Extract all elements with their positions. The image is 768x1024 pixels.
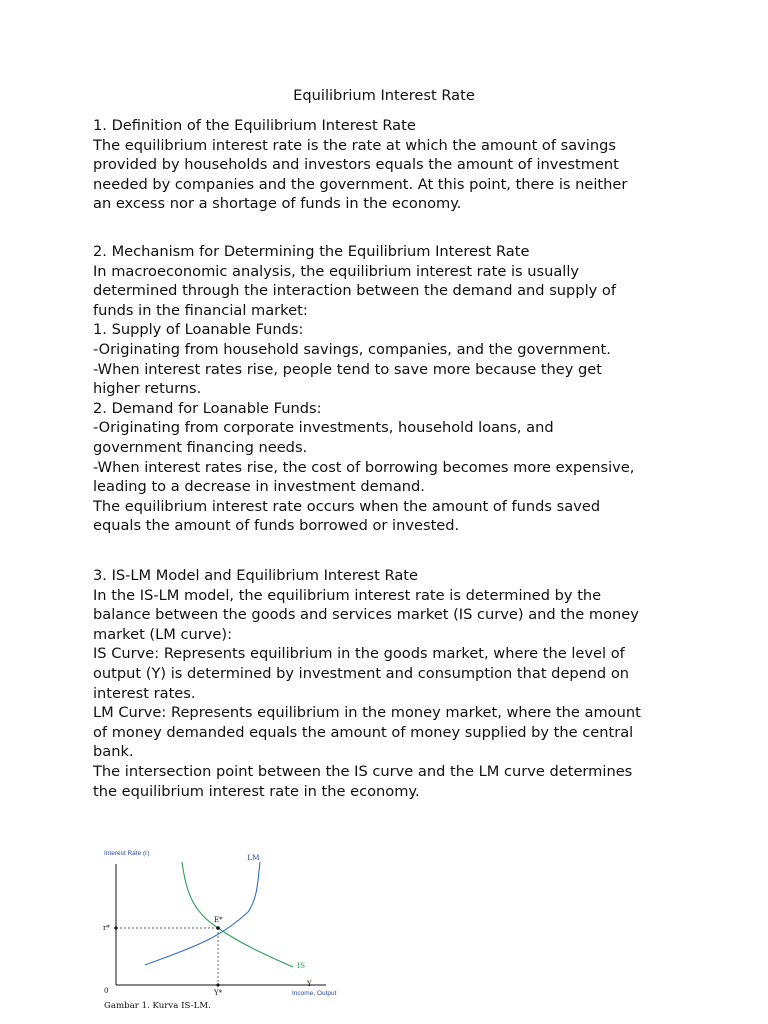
x-axis-label: Income, Output bbox=[292, 990, 337, 997]
lm-curve bbox=[145, 862, 260, 965]
y-axis-label: Interest Rate (r) bbox=[104, 850, 150, 857]
list-item: -When interest rates rise, the cost of borrowing becomes more expensive, bbox=[93, 458, 635, 476]
paragraph-line: The intersection point between the IS curve and the LM curve determines bbox=[93, 762, 633, 780]
list-heading: 1. Supply of Loanable Funds: bbox=[93, 321, 304, 339]
paragraph-line: In the IS-LM model, the equilibrium interest rate is determined by the bbox=[93, 586, 602, 604]
paragraph-line: determined through the interaction between the demand and supply of bbox=[93, 282, 616, 300]
paragraph-line: balance between the goods and services market (IS curve) and the money bbox=[93, 606, 639, 624]
y-star-label: Y* bbox=[214, 989, 223, 997]
section-definition bbox=[93, 116, 693, 214]
section-heading: 1. Definition of the Equilibrium Interest Rate bbox=[93, 117, 416, 134]
list-item: higher returns. bbox=[93, 380, 202, 398]
paragraph-line: In macroeconomic analysis, the equilibrium interest rate is usually bbox=[93, 262, 580, 280]
paragraph-line: bank. bbox=[93, 743, 134, 761]
list-item: -Originating from corporate investments, household loans, and bbox=[93, 419, 554, 437]
paragraph-line: needed by companies and the government. At this point, there is neither bbox=[93, 175, 628, 193]
paragraph-line: an excess nor a shortage of funds in the economy. bbox=[93, 195, 462, 213]
origin-label: 0 bbox=[104, 987, 109, 995]
figure-caption: Gambar 1. Kurva IS-LM. bbox=[104, 1001, 211, 1011]
is-curve bbox=[182, 862, 293, 967]
section-is-lm bbox=[93, 566, 693, 801]
paragraph-line: The equilibrium interest rate occurs when the amount of funds saved bbox=[93, 497, 601, 515]
list-item: leading to a decrease in investment demand. bbox=[93, 478, 425, 496]
lm-label: LM bbox=[247, 853, 260, 862]
section-heading: 3. IS-LM Model and Equilibrium Interest Rate bbox=[93, 567, 418, 584]
paragraph-line: output (Y) is determined by investment and consumption that depend on bbox=[93, 664, 629, 682]
section-heading: 2. Mechanism for Determining the Equilibrium Interest Rate bbox=[93, 243, 530, 260]
equilibrium-point bbox=[216, 926, 220, 930]
r-star-tick bbox=[114, 926, 117, 929]
list-item: -Originating from household savings, companies, and the government. bbox=[93, 340, 611, 358]
page-title: Equilibrium Interest Rate bbox=[293, 87, 475, 104]
paragraph-line: market (LM curve): bbox=[93, 625, 232, 643]
x-axis-symbol: Y bbox=[307, 980, 312, 988]
is-lm-diagram bbox=[98, 842, 358, 1024]
list-heading: 2. Demand for Loanable Funds: bbox=[93, 399, 322, 417]
r-star-label: r* bbox=[103, 924, 110, 932]
is-lm-figure bbox=[98, 842, 358, 1024]
paragraph-line: LM Curve: Represents equilibrium in the money market, where the amount bbox=[93, 704, 641, 722]
paragraph-line: IS Curve: Represents equilibrium in the goods market, where the level of bbox=[93, 645, 625, 663]
paragraph-line: provided by households and investors equals the amount of investment bbox=[93, 156, 619, 174]
paragraph-line: interest rates. bbox=[93, 684, 196, 702]
paragraph-line: the equilibrium interest rate in the economy. bbox=[93, 782, 420, 800]
list-item: -When interest rates rise, people tend to save more because they get bbox=[93, 360, 603, 378]
list-item: government financing needs. bbox=[93, 438, 308, 456]
equilibrium-label: E* bbox=[214, 916, 223, 924]
paragraph-line: of money demanded equals the amount of money supplied by the central bbox=[93, 723, 634, 741]
is-label: IS bbox=[297, 961, 306, 970]
y-star-tick bbox=[216, 983, 219, 986]
paragraph-line: The equilibrium interest rate is the rate at which the amount of savings bbox=[93, 136, 616, 154]
section-mechanism bbox=[93, 242, 693, 536]
paragraph-line: funds in the financial market: bbox=[93, 301, 308, 319]
paragraph-line: equals the amount of funds borrowed or invested. bbox=[93, 517, 460, 535]
